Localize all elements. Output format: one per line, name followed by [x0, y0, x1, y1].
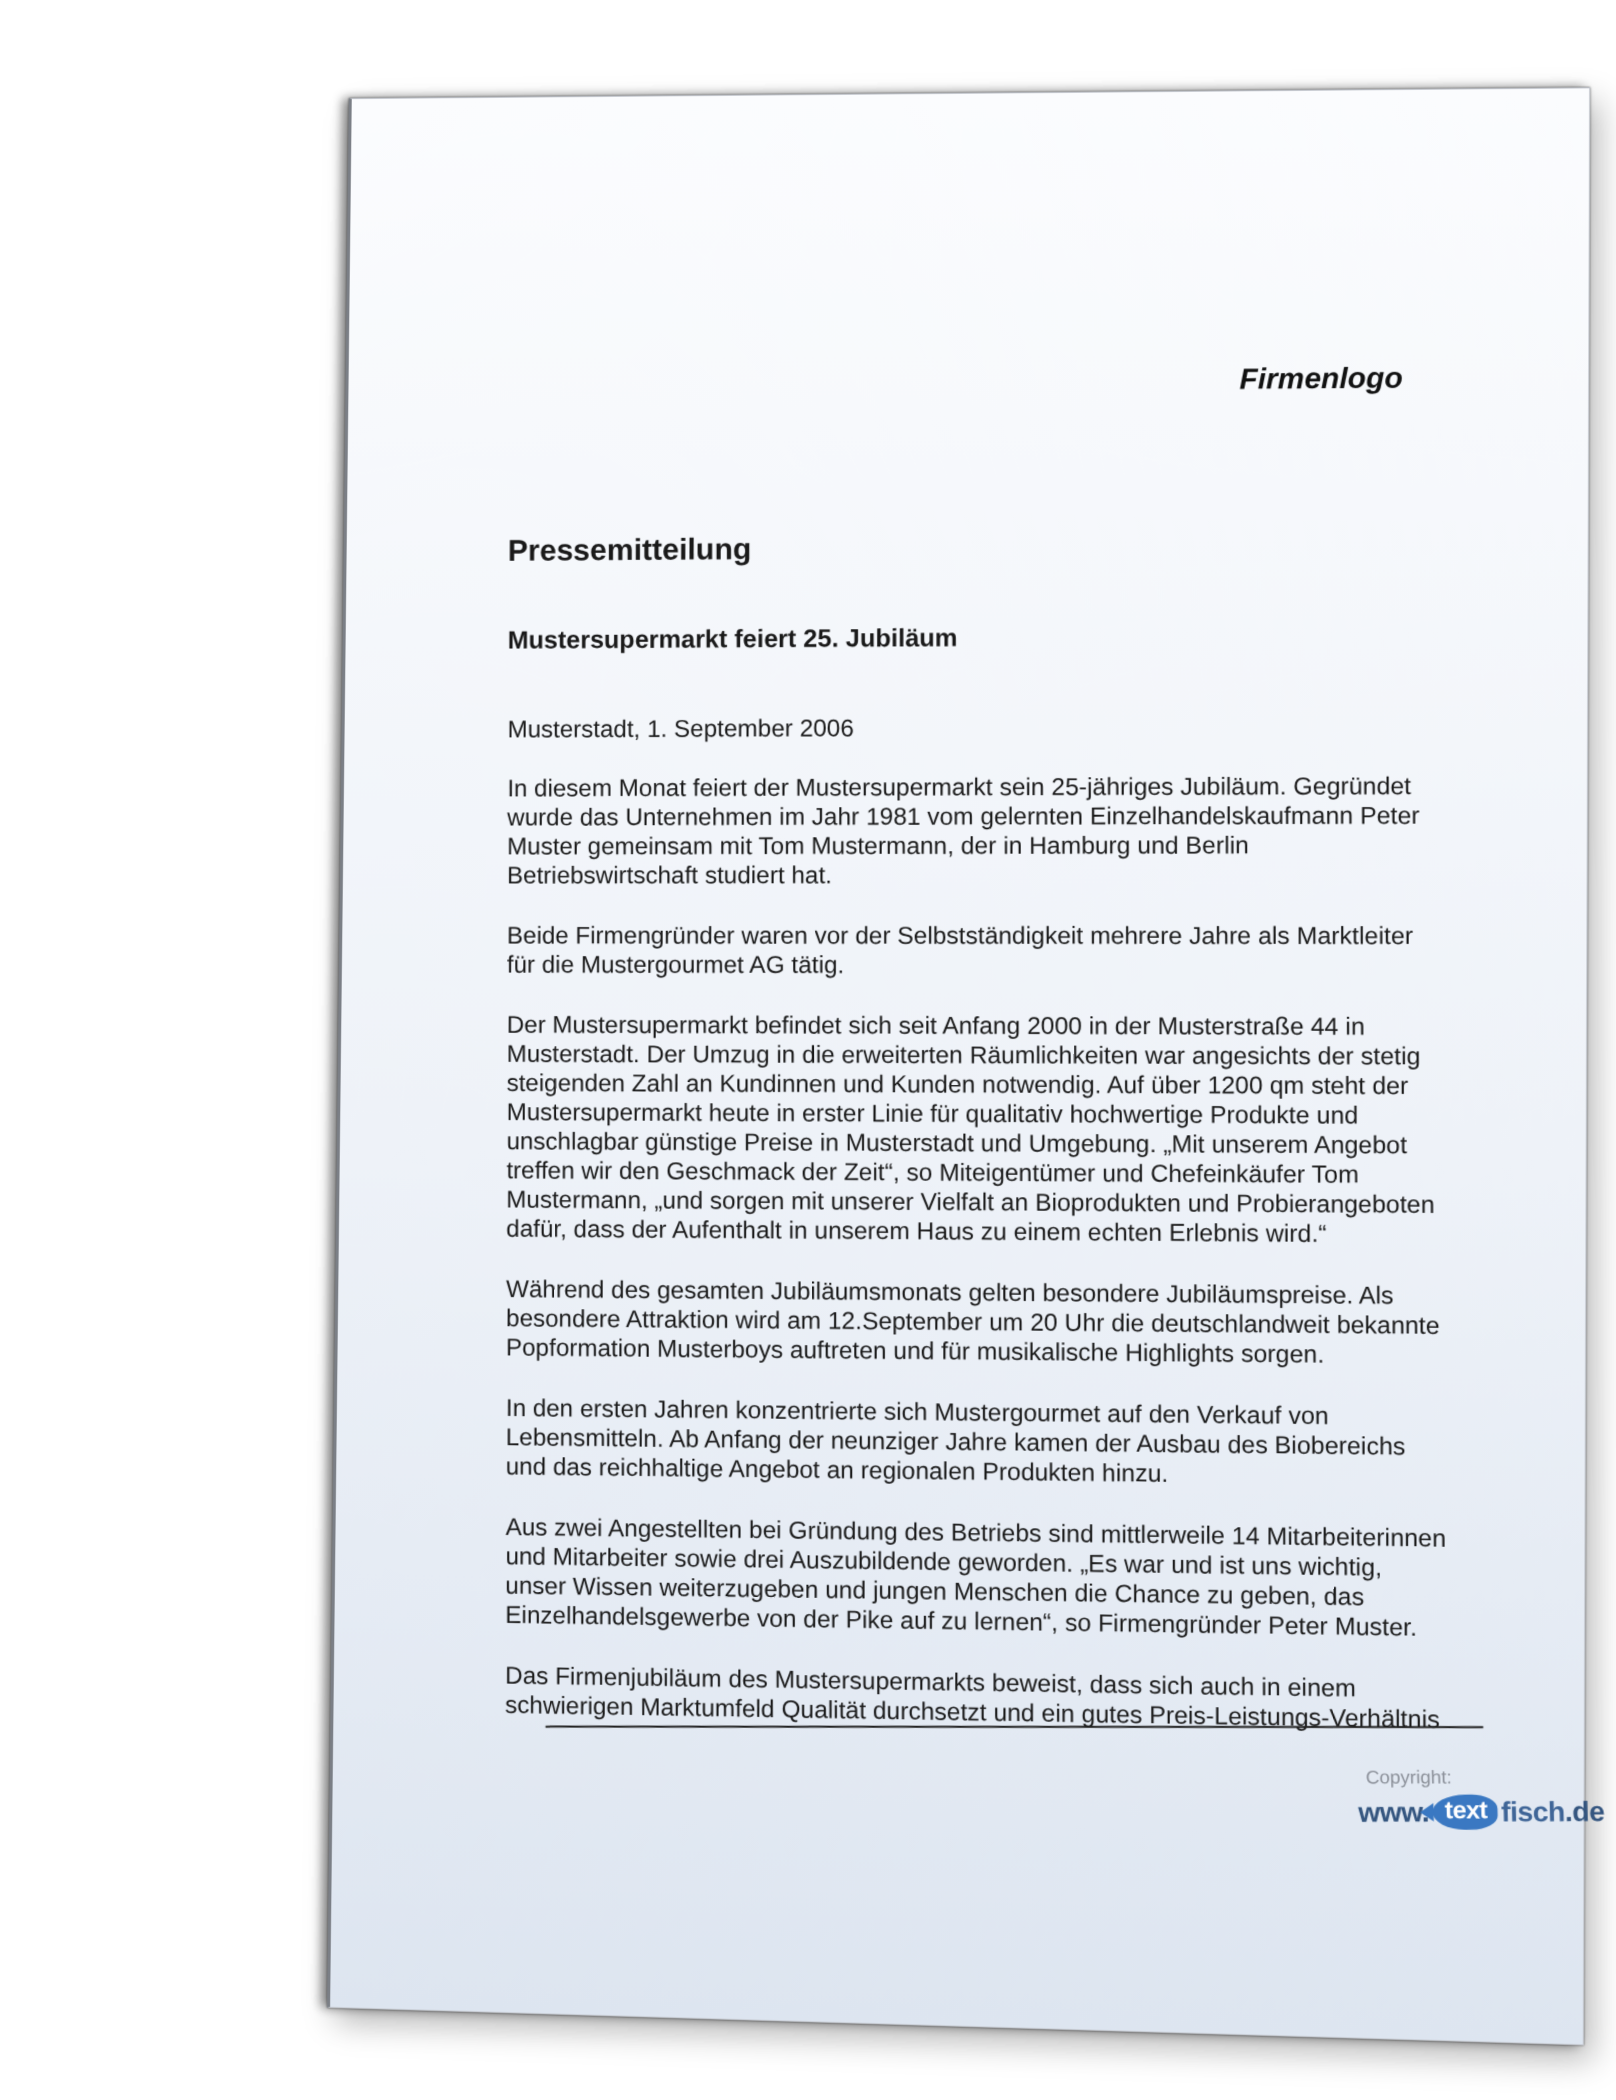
dateline: Musterstadt, 1. September 2006 — [507, 715, 854, 744]
document-title: Pressemitteilung — [507, 532, 752, 568]
paragraph-2: Beide Firmengründer waren vor der Selbstständigkeit mehrere Jahre als Marktleiter für die Mustergourmet AG tätig. — [506, 922, 1414, 979]
paragraph-6: Aus zwei Angestellten bei Gründung des Betriebs sind mittlerweile 14 Mitarbeiterinnen und Mitarbeiter sowie drei Auszubildende geworden. „Es war und ist uns wichtig, unser Wissen weiterzugeben und jungen Menschen die Chance zu geben, das Einzelhandelsgewerbe von der Pike auf zu lernen“, so Firmengründer Peter Muster. — [505, 1513, 1447, 1642]
company-logo-placeholder: Firmenlogo — [1239, 362, 1403, 396]
document-subtitle: Mustersupermarkt feiert 25. Jubiläum — [507, 623, 958, 655]
paragraph-5: In den ersten Jahren konzentrierte sich Mustergourmet auf den Verkauf von Lebensmitteln. Ab Anfang der neunziger Jahre kamen der Ausbau des Biobereichs und das reichhaltige Angebot an regionalen Produkten hinzu. — [505, 1394, 1406, 1488]
document-page — [327, 87, 1605, 2045]
paragraph-7: Das Firmenjubiläum des Mustersupermarkts beweist, dass sich auch in einem schwierigen Marktumfeld Qualität durchsetzt und ein gutes Preis-Leistungs-Verhältnis — [505, 1662, 1440, 1734]
paragraph-1: In diesem Monat feiert der Mustersupermarkt sein 25-jähriges Jubiläum. Gegründet wurde das Unternehmen im Jahr 1981 vom gelernten Einzelhandelskaufmann Peter Muster gemeinsam mit Tom Mustermann, der in Hamburg und Berlin Betriebswirtschaft studiert hat. — [507, 772, 1420, 890]
logo-fisch: fisch — [1500, 1795, 1566, 1828]
body-text — [505, 772, 1452, 1768]
logo-suffix: .de — [1564, 1795, 1605, 1827]
copyright-block — [1357, 1766, 1611, 1830]
paragraph-4: Während des gesamten Jubiläumsmonats gelten besondere Jubiläumspreise. Als besondere Attraktion wird am 12.September um 20 Uhr die deutschlandweit bekannte Popformation Musterboys auftreten und für musikalische Highlights sorgen. — [505, 1275, 1440, 1369]
paragraph-3: Der Mustersupermarkt befindet sich seit Anfang 2000 in der Musterstraße 44 in Musterstadt. Der Umzug in die erweiterten Räumlichkeiten war angesichts der stetig steigenden Zahl an Kundinnen und Kunden notwendig. Auf über 1200 qm steht der Mustersupermarkt heute in erster Linie für qualitativ hochwertige Produkte und unschlagbar günstige Preise in Musterstadt und Umgebung. „Mit unserem Angebot treffen wir den Geschmack der Zeit“, so Miteigentümer und Chefeinkäufer Tom Mustermann, „und sorgen mit unserer Vielfalt an Bioprodukten und Probierangeboten dafür, dass der Aufenthalt in unserem Haus zu einem echten Erlebnis wird.“ — [506, 1011, 1435, 1248]
logo-prefix: www. — [1357, 1796, 1430, 1828]
textfisch-logo — [1358, 1794, 1611, 1830]
logo-text: text — [1444, 1796, 1488, 1825]
copyright-label: Copyright: — [1365, 1766, 1452, 1788]
fish-logo-icon — [1432, 1795, 1499, 1830]
